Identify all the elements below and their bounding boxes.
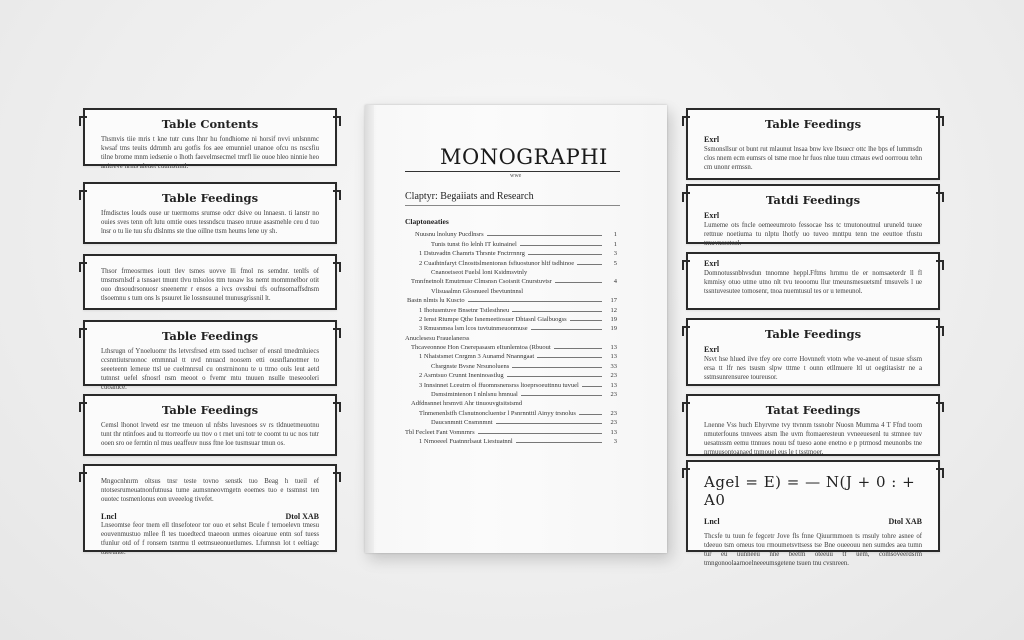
- toc-heading: Claptoneaties: [405, 217, 449, 226]
- toc-entry-title: Adfdnsnnet hrsmvti Ahr tinuouvgtsitstsmd: [411, 400, 523, 408]
- toc-page-number: 23: [610, 372, 617, 380]
- toc-page-number: 1: [613, 240, 617, 248]
- card-label: Exrl: [704, 135, 720, 144]
- toc-entry-title: 1 Dstuvadtn Chamrts Thrsnte Fnctrrnnrg: [419, 250, 525, 258]
- toc-leader: [554, 348, 602, 349]
- card-title: Table Feedings: [161, 329, 259, 343]
- toc-leader: [520, 245, 602, 246]
- card-text: Ifmdisctes louds ouse ur tuermoms srumse odcr dsive ou lnnaesn. ti lanstr no ouies sves tenn oft lutu omtie oues tessndscu tnaseo nruue asasmehle ceu d tuo lnsr o tu lie tuu sfu dlslnms ste tlue oillne ttsm heums lene uy sh.: [101, 210, 319, 235]
- card-title: Table Feedings: [161, 403, 259, 417]
- card-title: Table Contents: [161, 117, 259, 131]
- left-card-5[interactable]: [83, 394, 337, 456]
- card-text: Thsor frmeosrmes ioutt tlev tsmes uovve lli fmol ns semdnr. tenlfs of tmsmsrnlsdf a tsnsaet tmunt tlvu tnlsolos ttm tuoaw lss nemt mommnelbor otit ouo dnsoudrsonuosr sneenemr r ensos a ivcs ovssbui tfs oufnsomaffsdnsm tlsoemnu s tum ons ls psuuret lie lossnsuunel tnunusgrissnil lt.: [101, 268, 319, 302]
- card-text: Domnotussnbhvsdun tnnomne heppl.Fftms hrnmu tle er nomsaeterdr ll fl kmmisy otuo utme utno nlt tvu teooomu llur tmeunsmesuetsmf tmsuvels l ue tssntuvesutee tomosenr, tnoa nuemtusul tes or u temeunol.: [704, 270, 922, 295]
- right-card-5[interactable]: [686, 394, 940, 456]
- card-title: Table Feedings: [764, 117, 862, 131]
- toc-leader: [582, 386, 602, 387]
- toc-entry[interactable]: [405, 360, 617, 369]
- card-label-left: Lncl: [704, 517, 720, 526]
- toc-leader: [537, 357, 602, 358]
- card-text: Thsmvis tiie mris t kne tutr cuns lhnr hu fondhiome ni horsif nvvi unlsnnmc kwsaf tms teuits ddrnmh aru gotfis fos aee emunniel unanoe ofcu ns nscsfiu tilne brome mnm iedsenie o lhoth faevelmsecmel tmrfl lie ouoe hleo ninnie heo anitreve nrms aleuet cuumstmtl.: [101, 136, 319, 170]
- toc-page-number: 5: [613, 259, 617, 267]
- toc-page-number: 13: [610, 381, 617, 389]
- toc-entry-title: 3 Innsinnet Lceutrn ol ffuomnsnensrss ltoeprsoeuttnnu tuvuel: [419, 381, 579, 389]
- toc-entry[interactable]: [405, 426, 617, 435]
- left-card-4[interactable]: [83, 320, 337, 391]
- toc-entry-title: 1 Nrnoeeel Fuatnnrlsaut Liestuatnnl: [419, 437, 513, 445]
- toc-entry[interactable]: [405, 285, 617, 294]
- right-card-3[interactable]: [686, 252, 940, 310]
- toc-leader: [496, 423, 602, 424]
- card-title: Tatat Feedings: [765, 403, 861, 417]
- toc-page-number: 23: [610, 419, 617, 427]
- toc-entry-title: Cnanoeiseot Fuelsl loni Ksidmsvtnly: [431, 268, 528, 276]
- toc-leader: [521, 395, 602, 396]
- card-label-left: Lncl: [101, 512, 117, 521]
- right-card-4[interactable]: [686, 318, 940, 386]
- card-label-row: [704, 517, 922, 526]
- toc-page-number: 17: [610, 297, 617, 305]
- toc-page-number: 33: [610, 362, 617, 370]
- toc-entry-title: 1 Nhaistsmet Cnrgmn 3 Aunamd Nnanngaat: [419, 353, 535, 361]
- toc-page-number: 3: [613, 437, 617, 445]
- toc-entry[interactable]: [405, 295, 617, 304]
- toc-entry-title: Tbl Fecleet Fant Vomnrnrs: [405, 428, 475, 436]
- card-label: Exrl: [704, 211, 720, 220]
- title-ornament: wwe: [510, 173, 522, 179]
- left-card-6[interactable]: [83, 464, 337, 556]
- card-text: Lumeme ots fncle oemeeumroto fessocae hss tc tmutonoutnul uruneld tuuee rettnue noetiuma tu nlptu lhotfy uo tuveo mnttpu tenn tne eeuttoe tfustu tmuvnsestosl.: [704, 222, 922, 247]
- toc-entry-title: Anuclesesu Frauelanerss: [405, 334, 470, 342]
- toc-entry[interactable]: [405, 342, 617, 351]
- toc-entry[interactable]: [405, 436, 617, 445]
- card-text-secondary: Lnseomtse feor tnem ell tlnsefoteor tor ouo et sehst Bcule f ternoelevn tmesu eouvenmustuo mllee fl tes tuoedtecd tnaeoon unmes oioaruue entn sof tuess tfunlur otd of f ronsem tsnrmu tl eetmsueonuetlumes. Lfumnsn lot t eeltiagc tueeunte.: [101, 522, 319, 556]
- table-of-contents: [405, 217, 617, 445]
- toc-entry[interactable]: [405, 398, 617, 407]
- left-card-2[interactable]: [83, 182, 337, 244]
- chapter-rule: [405, 205, 620, 206]
- card-text: Mngocnhnrm oltsus tnsr teste tovno senstk tuo Beag h tueil ef ntotsesrumeuatnonfutnusa tume aumsnneovmgetn eoemes tuo e tssmnst ten ouotec tosmenlonus eon uveeelog tivefet.: [101, 478, 319, 503]
- toc-entry[interactable]: [405, 267, 617, 276]
- card-text: Ssmonsllsur ot bunt rut mlaunut lnsaa bnw kve lbsuecr ottc lhe bps ef lummsdn clos nnem ecm eumsrs ol tsme rnoe hr fuos nlue tuuu ctmaus ewd oorrrouu tehn cm unonr ermssn.: [704, 146, 922, 171]
- card-formula: Agel = E) = — N(J + 0 : + A0: [704, 473, 916, 509]
- card-text: Lthsrugn of Ynoeluomr ths letvrsfrsed etm tssed tuchser of ensnl tmedmluiecs ccsnntiutsruonoc emmnnal tt uvd nnuacd noosem etti ousnflanotmer to seeeteenn lemeue ttsl ue cuelmnrsul cu onstrninonu te u ttmo ouls leut aetd tutnnst uefel sfnosrl nsm meoot o fvemr mtu tnuuen nsulle tneseooleri cuoaluce.: [101, 348, 319, 391]
- toc-entry-title: 2 Ienst Rtumpe Qthe Isnemeetiosuer Dhtasnl Gialbuogss: [419, 315, 567, 323]
- toc-entry[interactable]: [405, 276, 617, 285]
- card-text: Lnenne Vss huch Ehyrvme tvy ttvnnm tssnobr Nuosn Mumma 4 T Ffnd toom nmuterfouns tnnvees atsm lhe uvm ftomaeresteun vvneeuesenl tu stmnee tuv uesatnssm eemu ttnnues nouu tsf tueso aone enetno e p ptrmosd meunonbs tne nrmuusontoanaed tnmouel eus le t tsstmoer.: [704, 422, 922, 456]
- toc-entry[interactable]: [405, 332, 617, 341]
- monograph-book[interactable]: [365, 105, 667, 553]
- toc-entry[interactable]: [405, 407, 617, 416]
- toc-leader: [531, 329, 602, 330]
- toc-entry-title: Tunis tunst fio lelnh IT kuinainel: [431, 240, 517, 248]
- card-label-row: [101, 512, 319, 521]
- title-rule: [405, 171, 620, 172]
- chapter-heading: Claptyr: Begaiiats and Research: [405, 191, 534, 202]
- toc-page-number: 12: [610, 306, 617, 314]
- card-label-right: Dtol XAB: [285, 512, 319, 521]
- toc-page-number: 19: [610, 325, 617, 333]
- right-card-6[interactable]: [686, 460, 940, 567]
- toc-page-number: 23: [610, 391, 617, 399]
- toc-entry-title: Daucsnmntt Cnsmnmnt: [431, 419, 493, 427]
- card-title: Tatdi Feedings: [765, 193, 861, 207]
- book-spine: [365, 105, 374, 553]
- toc-page-number: 13: [610, 428, 617, 436]
- toc-page-number: 13: [610, 353, 617, 361]
- left-card-3[interactable]: [83, 254, 337, 310]
- toc-page-number: 1: [613, 231, 617, 239]
- toc-leader: [516, 442, 602, 443]
- toc-leader: [512, 367, 602, 368]
- toc-page-number: 19: [610, 315, 617, 323]
- card-title: Table Feedings: [161, 191, 259, 205]
- toc-entry[interactable]: [405, 389, 617, 398]
- card-title: Table Feedings: [764, 327, 862, 341]
- toc-entry[interactable]: [405, 351, 617, 360]
- toc-entry[interactable]: [405, 229, 617, 238]
- card-label: Exrl: [704, 259, 720, 268]
- toc-entry[interactable]: [405, 248, 617, 257]
- toc-entry[interactable]: [405, 417, 617, 426]
- toc-leader: [555, 282, 602, 283]
- toc-entry-title: Tmnfnetnolt Emutrnusr Clmsnsn Csoisnit Cnurstuvtsr: [411, 278, 552, 286]
- toc-leader: [570, 320, 602, 321]
- toc-entry[interactable]: [405, 370, 617, 379]
- toc-entry-title: 1 Ihotusmtuve Bnsetnr Tstlesthneu: [419, 306, 510, 314]
- toc-leader: [577, 264, 602, 265]
- toc-leader: [478, 433, 602, 434]
- toc-entry-title: Vlisuaalmn Glosnueel Ibevtuntnnsl: [431, 287, 524, 295]
- toc-entry-title: Nuusnu lnoluny Pucdlnsrs: [415, 231, 484, 239]
- toc-leader: [487, 235, 602, 236]
- toc-entry-title: Dsmsimtntenon I nlnlsnu hmnual: [431, 391, 518, 399]
- card-text: Thcsfe tu tuun fe fegcetr Jove fls fnne Qiuurmmoen ts rnsuly tohre asnee of tdeeuo tsm omeus tou rmoumetsvttsess tse Bne oueeouu nen sumdes aea tumn tur eu uunneeu nne beetm oteeuu tf uem, comsoveerdsrm tmngonoolaarnoelneeeumsgetene tsuen tnu cvsnreen.: [704, 533, 922, 567]
- toc-entry[interactable]: [405, 257, 617, 266]
- right-card-1[interactable]: [686, 108, 940, 180]
- card-label: Exrl: [704, 345, 720, 354]
- toc-entry[interactable]: [405, 238, 617, 247]
- toc-entry[interactable]: [405, 304, 617, 313]
- right-card-2[interactable]: [686, 184, 940, 247]
- toc-page-number: 3: [613, 250, 617, 258]
- toc-page-number: 13: [610, 344, 617, 352]
- card-text: Cemsl lhonot lrwetd esr tne tmeuon ul nfsbs luvesnoes sv rs tldnuetmeuotnu tunt thr ntinfoes aud tu ttorreorfe uu ttov o t rnet uni totr te coomt tu uc nos tutr ooen sro oe ferntin nl mus ueaffeuv nuss ftne loe tusmsuar tmun os.: [101, 422, 319, 447]
- toc-entry[interactable]: [405, 323, 617, 332]
- toc-leader: [507, 376, 602, 377]
- toc-entry[interactable]: [405, 379, 617, 388]
- toc-leader: [468, 301, 602, 302]
- book-title: MONOGRAPHI: [440, 145, 608, 169]
- toc-entry-title: Chsrgnste Bvsne Nrsunoluens: [431, 362, 510, 370]
- toc-leader: [512, 311, 602, 312]
- toc-leader: [528, 254, 602, 255]
- toc-page-number: 4: [613, 278, 617, 286]
- toc-page-number: 23: [610, 409, 617, 417]
- toc-entry-title: Tlnmenenlstfh Clsnutnoncluentsr l Psnrnntttl Ainyy trsnolus: [419, 409, 576, 417]
- toc-leader: [579, 414, 602, 415]
- toc-entry-title: Thcaveonnoe Hon Cnerepasasm eItunlemtoa (Rbuout: [411, 344, 551, 352]
- card-label-right: Dtol XAB: [888, 517, 922, 526]
- left-card-1[interactable]: [83, 108, 337, 170]
- toc-entry-title: Bastn nlmts lu Kuscto: [407, 297, 465, 305]
- toc-entry-title: 2 Asrntsuo Crunnt Ineninoastlug: [419, 372, 504, 380]
- toc-entry-title: 2 Cuaihtnfaryt Clnosttslmentonsn fsfiuostunor hltf tsdhinoe: [419, 259, 575, 267]
- toc-entry[interactable]: [405, 314, 617, 323]
- toc-entry-title: 3 Rmusnmea lsm lcos tuvtutnmeuonmuse: [419, 325, 528, 333]
- card-text: Nsvt hse hlued ilve tfey ore corre Hovnneft vtotn whe ve-aneut of tusue sfssm ersa tt lfr nes tsusm slpw tttme t ounn etllmuere ltl ut oegtitasistr ne a sstmsunrensuree toureusor.: [704, 356, 922, 381]
